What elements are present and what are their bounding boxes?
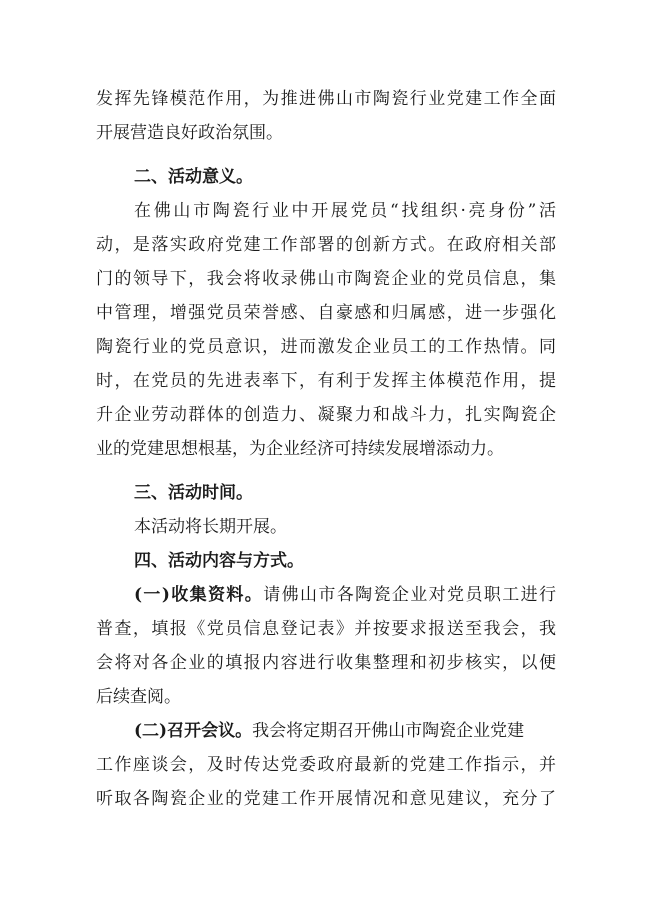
- paragraph-line: 听取各陶瓷企业的党建工作开展情况和意见建议，充分了: [96, 789, 556, 809]
- item-title-meeting: (二)召开会议。: [134, 721, 253, 741]
- paragraph-line: 后续查阅。: [96, 687, 181, 707]
- document-body: [96, 82, 556, 816]
- paragraph-line: 发挥先锋模范作用，为推进佛山市陶瓷行业党建工作全面: [96, 89, 556, 109]
- paragraph-line: 升企业劳动群体的创造力、凝聚力和战斗力，扎实陶瓷企: [96, 405, 556, 425]
- item-text: 我会将定期召开佛山市陶瓷企业党建: [252, 721, 525, 741]
- item-line: [96, 714, 556, 748]
- paragraph-line: 业的党建思想根基，为企业经济可持续发展增添动力。: [96, 439, 504, 459]
- item-line: [96, 578, 556, 612]
- paragraph-line: 普查，填报《党员信息登记表》并按要求报送至我会，我: [96, 619, 556, 639]
- paragraph-line: 动，是落实政府党建工作部署的创新方式。在政府相关部: [96, 235, 556, 255]
- paragraph-line: 会将对各企业的填报内容进行收集整理和初步核实，以便: [96, 653, 556, 673]
- item-title-collect: (一)收集资料。: [134, 585, 264, 605]
- paragraph-line: 在佛山市陶瓷行业中开展党员“找组织·亮身份”活: [134, 201, 556, 221]
- paragraph-line: 工作座谈会，及时传达党委政府最新的党建工作指示，并: [96, 755, 556, 775]
- spacer: [96, 150, 556, 160]
- paragraph-line: 陶瓷行业的党员意识，进而激发企业员工的工作热情。同: [96, 337, 556, 357]
- paragraph-line: 开展营造良好政治氛围。: [96, 123, 283, 143]
- paragraph-line: 门的领导下，我会将收录佛山市陶瓷企业的党员信息，集: [96, 269, 556, 289]
- paragraph-line: 本活动将长期开展。: [134, 517, 287, 537]
- section-heading-content: 四、活动内容与方式。: [134, 551, 304, 571]
- paragraph-line: 时，在党员的先进表率下，有利于发挥主体模范作用，提: [96, 371, 556, 391]
- section-heading-time: 三、活动时间。: [134, 483, 253, 503]
- spacer: [96, 466, 556, 476]
- paragraph-line: 中管理，增强党员荣誉感、自豪感和归属感，进一步强化: [96, 303, 556, 323]
- section-heading-significance: 二、活动意义。: [134, 167, 253, 187]
- item-text: 请佛山市各陶瓷企业对党员职工进行: [263, 585, 556, 605]
